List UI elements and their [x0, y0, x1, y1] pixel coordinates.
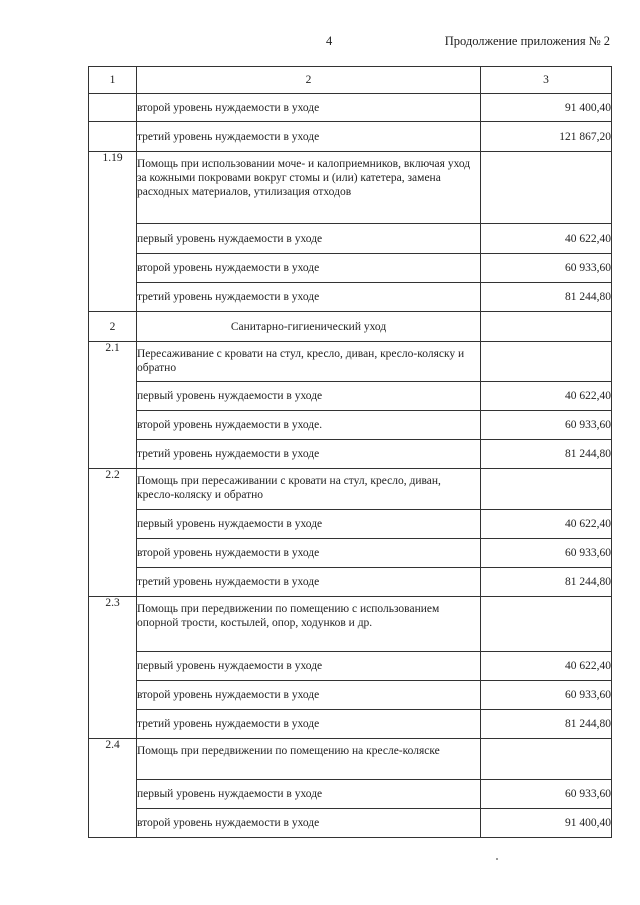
row-value: 81 244,80 — [481, 710, 612, 739]
table-row — [89, 652, 612, 681]
table-row — [89, 122, 612, 152]
column-header-1: 1 — [89, 67, 137, 94]
row-value: 81 244,80 — [481, 568, 612, 597]
row-value: 60 933,60 — [481, 411, 612, 440]
row-description: второй уровень нуждаемости в уходе — [137, 681, 481, 710]
row-value — [481, 739, 612, 780]
table-row — [89, 342, 612, 382]
row-value: 60 933,60 — [481, 780, 612, 809]
row-value: 60 933,60 — [481, 539, 612, 568]
table-row — [89, 152, 612, 224]
row-description: первый уровень нуждаемости в уходе — [137, 382, 481, 411]
row-value — [481, 342, 612, 382]
item-title: Помощь при пересаживании с кровати на стул, кресло, диван, кресло-коляску и обратно — [137, 469, 481, 510]
row-description: первый уровень нуждаемости в уходе — [137, 780, 481, 809]
row-description: второй уровень нуждаемости в уходе — [137, 94, 481, 122]
item-number: 2.2 — [89, 469, 137, 597]
row-value: 81 244,80 — [481, 440, 612, 469]
scan-speck — [496, 858, 498, 860]
table-row — [89, 568, 612, 597]
item-title: Пересаживание с кровати на стул, кресло, диван, кресло-коляску и обратно — [137, 342, 481, 382]
column-header-3: 3 — [481, 67, 612, 94]
row-description: второй уровень нуждаемости в уходе. — [137, 411, 481, 440]
item-title: Помощь при передвижении по помещению на кресле-коляске — [137, 739, 481, 780]
table-row — [89, 94, 612, 122]
item-number: 2.1 — [89, 342, 137, 469]
table-row — [89, 440, 612, 469]
page-header — [0, 34, 640, 54]
row-value: 121 867,20 — [481, 122, 612, 152]
row-number-cell — [89, 122, 137, 152]
table-row — [89, 597, 612, 652]
row-description: второй уровень нуждаемости в уходе — [137, 254, 481, 283]
tariff-table — [88, 66, 612, 838]
item-number: 2.3 — [89, 597, 137, 739]
row-value: 40 622,40 — [481, 652, 612, 681]
row-value: 40 622,40 — [481, 510, 612, 539]
table-row — [89, 411, 612, 440]
row-description: первый уровень нуждаемости в уходе — [137, 652, 481, 681]
row-value — [481, 152, 612, 224]
page-number: 4 — [326, 34, 333, 48]
row-value: 91 400,40 — [481, 94, 612, 122]
table-row — [89, 681, 612, 710]
item-title: Помощь при использовании моче- и калоприемников, включая уход за кожными покровами вокруг стомы и (или) катетера, замена расходных материалов, утилизация отходов — [137, 152, 481, 224]
row-description: второй уровень нуждаемости в уходе — [137, 539, 481, 568]
row-value — [481, 597, 612, 652]
row-description: второй уровень нуждаемости в уходе — [137, 809, 481, 838]
row-description: первый уровень нуждаемости в уходе — [137, 510, 481, 539]
table-row — [89, 254, 612, 283]
table-row — [89, 710, 612, 739]
row-value: 40 622,40 — [481, 382, 612, 411]
row-value: 81 244,80 — [481, 283, 612, 312]
row-value: 60 933,60 — [481, 681, 612, 710]
section-row — [89, 312, 612, 342]
item-number: 1.19 — [89, 152, 137, 312]
table-row — [89, 739, 612, 780]
item-number: 2.4 — [89, 739, 137, 838]
row-description: третий уровень нуждаемости в уходе — [137, 710, 481, 739]
table-row — [89, 224, 612, 254]
row-description: третий уровень нуждаемости в уходе — [137, 283, 481, 312]
table-header-row — [89, 67, 612, 94]
appendix-continuation-note: Продолжение приложения № 2 — [444, 34, 610, 48]
table-row — [89, 469, 612, 510]
table-row — [89, 780, 612, 809]
row-description: третий уровень нуждаемости в уходе — [137, 440, 481, 469]
row-value — [481, 312, 612, 342]
table-row — [89, 382, 612, 411]
row-value: 40 622,40 — [481, 224, 612, 254]
column-header-2: 2 — [137, 67, 481, 94]
table-row — [89, 510, 612, 539]
row-number-cell — [89, 94, 137, 122]
section-number: 2 — [89, 312, 137, 342]
row-description: третий уровень нуждаемости в уходе — [137, 568, 481, 597]
table-row — [89, 809, 612, 838]
row-value — [481, 469, 612, 510]
row-value: 91 400,40 — [481, 809, 612, 838]
item-title: Помощь при передвижении по помещению с использованием опорной трости, костылей, опор, ходунков и др. — [137, 597, 481, 652]
row-value: 60 933,60 — [481, 254, 612, 283]
row-description: третий уровень нуждаемости в уходе — [137, 122, 481, 152]
row-description: первый уровень нуждаемости в уходе — [137, 224, 481, 254]
table-row — [89, 539, 612, 568]
table-row — [89, 283, 612, 312]
section-title: Санитарно-гигиенический уход — [137, 312, 481, 342]
